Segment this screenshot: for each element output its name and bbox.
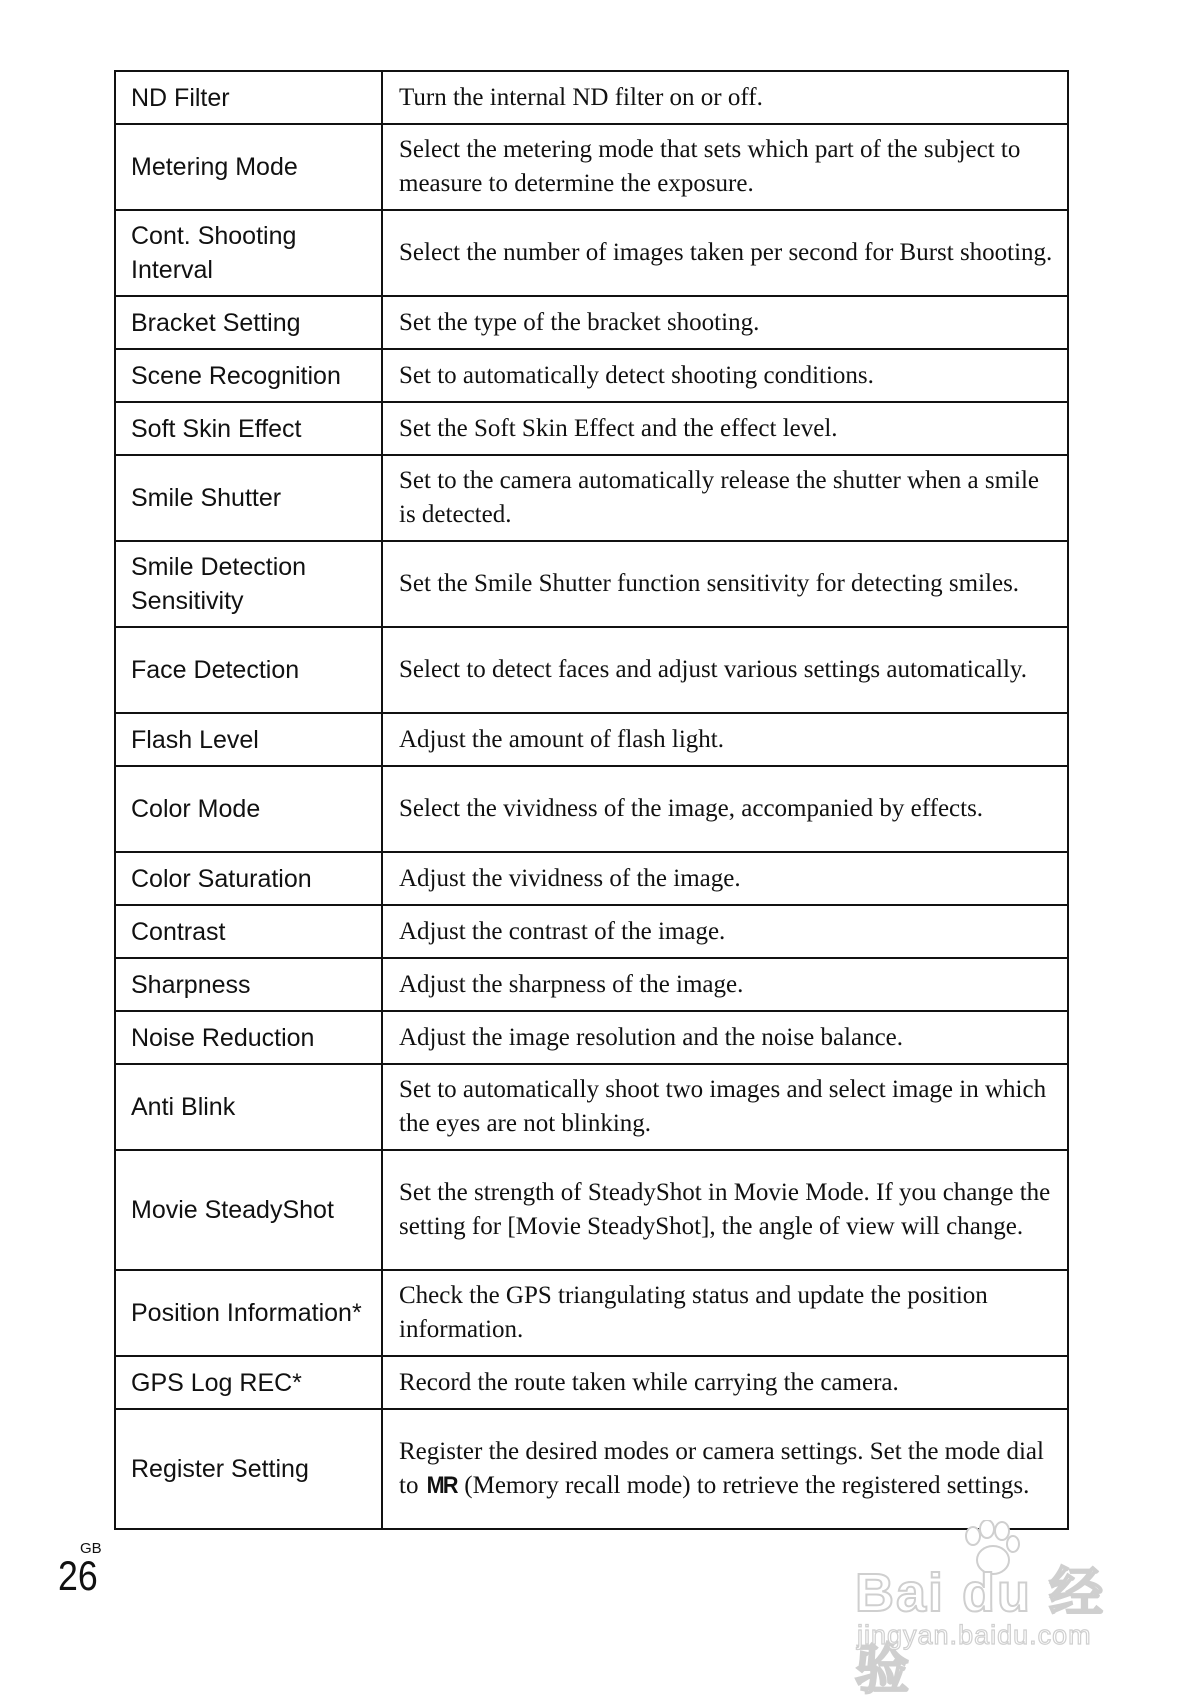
table-row <box>115 455 1068 541</box>
region-label: GB <box>80 1540 102 1557</box>
table-row <box>115 1356 1068 1409</box>
setting-description: Turn the internal ND filter on or off. <box>382 71 1068 124</box>
table-row <box>115 1064 1068 1150</box>
table-row <box>115 1270 1068 1356</box>
setting-name: Position Information* <box>115 1270 382 1356</box>
setting-name: ND Filter <box>115 71 382 124</box>
setting-description: Select the metering mode that sets which part of the subject to measure to determine the exposure. <box>382 124 1068 210</box>
mr-mode-icon: MR <box>426 1472 457 1499</box>
setting-description: Set to the camera automatically release the shutter when a smile is detected. <box>382 455 1068 541</box>
table-row <box>115 1409 1068 1529</box>
setting-description: Adjust the vividness of the image. <box>382 852 1068 905</box>
setting-description: Set to automatically shoot two images and select image in which the eyes are not blinking. <box>382 1064 1068 1150</box>
table-row <box>115 210 1068 296</box>
setting-name: Sharpness <box>115 958 382 1011</box>
setting-name: Bracket Setting <box>115 296 382 349</box>
setting-description: Adjust the image resolution and the noise balance. <box>382 1011 1068 1064</box>
setting-name: Scene Recognition <box>115 349 382 402</box>
description-text: Register the desired modes or camera settings. Set the mode dial to <box>399 1438 1044 1499</box>
setting-description: Select the number of images taken per second for Burst shooting. <box>382 210 1068 296</box>
table-row <box>115 349 1068 402</box>
table-row <box>115 958 1068 1011</box>
setting-description: Adjust the amount of flash light. <box>382 713 1068 766</box>
setting-name: Noise Reduction <box>115 1011 382 1064</box>
setting-name: Anti Blink <box>115 1064 382 1150</box>
setting-description: Adjust the contrast of the image. <box>382 905 1068 958</box>
settings-table <box>114 70 1069 1530</box>
page-number: 26 <box>58 1552 98 1599</box>
setting-description: Select the vividness of the image, accompanied by effects. <box>382 766 1068 852</box>
setting-description: Adjust the sharpness of the image. <box>382 958 1068 1011</box>
setting-name: GPS Log REC* <box>115 1356 382 1409</box>
setting-name: Register Setting <box>115 1409 382 1529</box>
setting-name: Smile Shutter <box>115 455 382 541</box>
table-row <box>115 852 1068 905</box>
setting-name: Soft Skin Effect <box>115 402 382 455</box>
setting-name: Metering Mode <box>115 124 382 210</box>
table-row <box>115 402 1068 455</box>
table-row <box>115 541 1068 627</box>
setting-name: Color Mode <box>115 766 382 852</box>
table-row <box>115 627 1068 713</box>
setting-name: Cont. Shooting Interval <box>115 210 382 296</box>
setting-name: Movie SteadyShot <box>115 1150 382 1270</box>
table-row <box>115 766 1068 852</box>
setting-description: Check the GPS triangulating status and update the position information. <box>382 1270 1068 1356</box>
watermark <box>855 1520 1155 1700</box>
table-row <box>115 713 1068 766</box>
setting-name: Flash Level <box>115 713 382 766</box>
setting-description: Set the Smile Shutter function sensitivity for detecting smiles. <box>382 541 1068 627</box>
table-row <box>115 1150 1068 1270</box>
table-row <box>115 905 1068 958</box>
setting-name: Color Saturation <box>115 852 382 905</box>
setting-name: Contrast <box>115 905 382 958</box>
table-row <box>115 296 1068 349</box>
description-text: (Memory recall mode) to retrieve the registered settings. <box>458 1472 1030 1499</box>
setting-description: Select to detect faces and adjust various settings automatically. <box>382 627 1068 713</box>
setting-name: Smile Detection Sensitivity <box>115 541 382 627</box>
watermark-url: jingyan.baidu.com <box>857 1620 1092 1650</box>
watermark-text: Bai du 经验 <box>855 1563 1106 1700</box>
setting-description: Set to automatically detect shooting conditions. <box>382 349 1068 402</box>
table-row <box>115 124 1068 210</box>
setting-description: Set the Soft Skin Effect and the effect level. <box>382 402 1068 455</box>
setting-name: Face Detection <box>115 627 382 713</box>
setting-description: Set the strength of SteadyShot in Movie Mode. If you change the setting for [Movie SteadyShot], the angle of view will change. <box>382 1150 1068 1270</box>
setting-description: Record the route taken while carrying the camera. <box>382 1356 1068 1409</box>
table-row <box>115 1011 1068 1064</box>
setting-description <box>382 1409 1068 1529</box>
table-row <box>115 71 1068 124</box>
setting-description: Set the type of the bracket shooting. <box>382 296 1068 349</box>
